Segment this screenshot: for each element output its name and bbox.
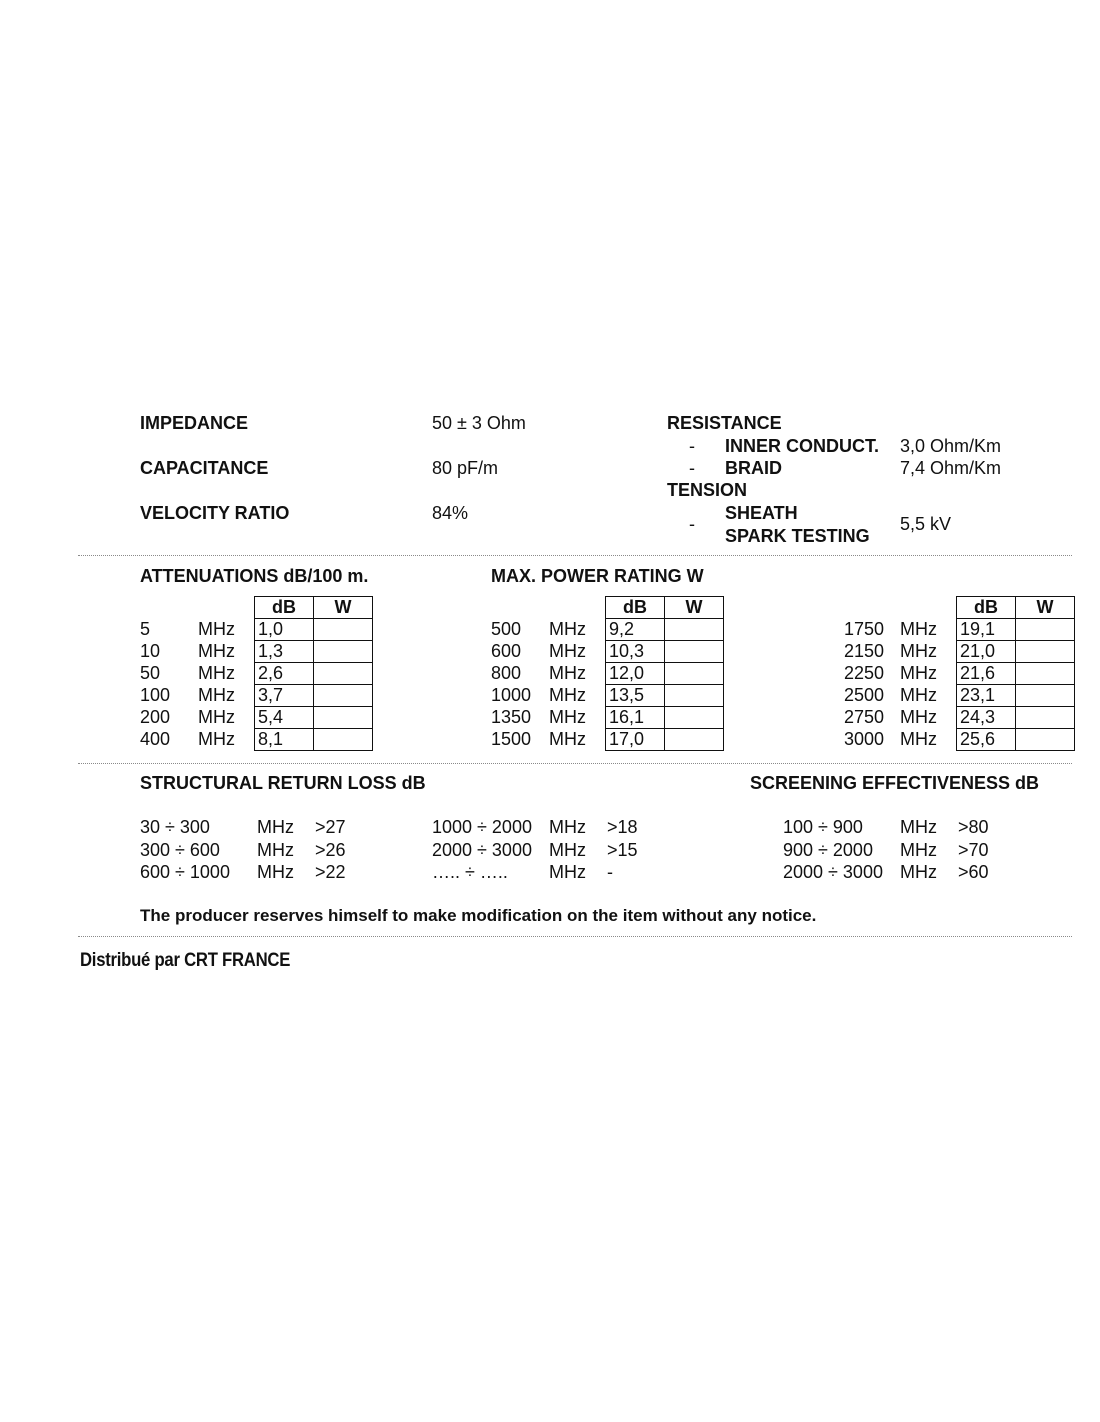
db-value-cell: 5,4 [255,707,314,729]
attenuation-table-1 [140,596,373,751]
frequency-cell: 2150 [843,641,884,661]
unit-cell: MHz [198,619,235,639]
frequency-range: 900 ÷ 2000 [783,839,873,860]
frequency-cell: 2750 [843,707,884,727]
attenuation-row [491,729,724,751]
attenuation-row [140,729,373,751]
spark-testing-value: 5,5 kV [900,514,952,534]
attenuation-row [140,707,373,729]
attenuation-row [491,619,724,641]
unit-cell: MHz [549,729,586,749]
attenuation-row [780,685,1075,707]
db-value-cell: 21,6 [957,663,1016,685]
unit-cell: MHz [900,641,937,661]
w-value-cell [314,707,373,729]
attenuation-header-row [140,597,373,619]
loss-value: >15 [607,839,638,860]
db-value-cell: 25,6 [957,729,1016,751]
frequency-range: 600 ÷ 1000 [140,862,230,882]
frequency-cell: 200 [140,707,171,727]
w-value-cell [1016,707,1075,729]
return-loss-row [432,861,638,884]
db-column-header: dB [255,597,314,619]
frequency-range: 2000 ÷ 3000 [783,862,883,882]
frequency-cell: 2250 [843,663,884,683]
distributor-note: Distribué par CRT FRANCE [80,950,291,971]
db-value-cell: 9,2 [606,619,665,641]
db-value-cell: 2,6 [255,663,314,685]
frequency-cell: 5 [140,619,151,639]
db-value-cell: 10,3 [606,641,665,663]
db-value-cell: 21,0 [957,641,1016,663]
divider-1 [78,555,1072,556]
unit-label: MHz [900,839,937,860]
db-column-header: dB [957,597,1016,619]
attenuation-row [140,663,373,685]
loss-value: >26 [315,839,346,860]
w-value-cell [665,685,724,707]
attenuation-table-3 [780,596,1075,751]
unit-cell: MHz [900,619,937,639]
w-value-cell [665,663,724,685]
inner-conductor-value: 3,0 Ohm/Km [900,436,1002,456]
unit-label: MHz [549,862,586,882]
unit-cell: MHz [198,641,235,661]
w-value-cell [314,663,373,685]
unit-label: MHz [257,839,294,860]
frequency-range: 100 ÷ 900 [783,817,863,837]
w-value-cell [1016,663,1075,685]
frequency-cell: 50 [140,663,161,683]
inner-conductor-label: INNER CONDUCT. [725,436,880,456]
frequency-cell: 500 [491,619,522,639]
divider-3 [78,936,1072,937]
unit-cell: MHz [198,707,235,727]
sheath-label: SHEATH [725,503,798,523]
return-loss-column-2 [432,816,638,884]
w-value-cell [665,641,724,663]
frequency-cell: 400 [140,729,171,749]
velocity-ratio-value: 84% [432,503,469,523]
frequency-cell: 600 [491,641,522,661]
db-value-cell: 1,0 [255,619,314,641]
w-column-header: W [314,597,373,619]
frequency-cell: 1350 [491,707,532,727]
db-value-cell: 16,1 [606,707,665,729]
attenuation-header-row [491,597,724,619]
return-loss-row [432,839,638,862]
attenuation-row [491,707,724,729]
w-column-header: W [665,597,724,619]
attenuation-row [780,707,1075,729]
attenuation-row [491,663,724,685]
attenuation-row [780,729,1075,751]
w-value-cell [1016,641,1075,663]
braid-label: BRAID [725,458,782,478]
db-value-cell: 13,5 [606,685,665,707]
loss-value: >60 [958,862,989,882]
db-value-cell: 12,0 [606,663,665,685]
frequency-range: 300 ÷ 600 [140,839,220,860]
unit-label: MHz [549,817,586,837]
unit-cell: MHz [549,641,586,661]
resistance-title: RESISTANCE [667,413,782,433]
capacitance-label: CAPACITANCE [140,458,269,478]
attenuation-table-2 [491,596,724,751]
return-loss-row [140,816,346,839]
frequency-cell: 10 [140,641,161,661]
unit-label: MHz [549,839,586,860]
w-column-header: W [1016,597,1075,619]
w-value-cell [314,729,373,751]
w-value-cell [1016,685,1075,707]
unit-cell: MHz [900,685,937,705]
w-value-cell [1016,619,1075,641]
unit-cell: MHz [198,685,235,705]
braid-value: 7,4 Ohm/Km [900,458,1002,478]
frequency-range: 2000 ÷ 3000 [432,839,532,860]
return-loss-row [140,839,346,862]
db-value-cell: 1,3 [255,641,314,663]
loss-value: - [607,862,613,882]
frequency-cell: 1750 [843,619,884,639]
return-loss-title: STRUCTURAL RETURN LOSS dB [140,773,426,793]
db-column-header: dB [606,597,665,619]
return-loss-row [432,816,638,839]
frequency-range: 1000 ÷ 2000 [432,817,532,837]
unit-cell: MHz [198,663,235,683]
return-loss-column-1 [140,816,346,884]
db-value-cell: 8,1 [255,729,314,751]
tension-dash: - [689,514,695,534]
frequency-range: 30 ÷ 300 [140,817,210,837]
unit-label: MHz [900,862,937,882]
tension-title: TENSION [667,480,748,500]
unit-cell: MHz [198,729,235,749]
frequency-cell: 2500 [843,685,884,705]
return-loss-row [140,861,346,884]
attenuation-title: ATTENUATIONS dB/100 m. [140,566,369,586]
db-value-cell: 3,7 [255,685,314,707]
frequency-cell: 100 [140,685,171,705]
attenuation-row [780,619,1075,641]
frequency-range: ….. ÷ ….. [432,862,508,882]
attenuation-row [140,641,373,663]
attenuation-header-row [780,597,1075,619]
return-loss-row [783,861,989,884]
w-value-cell [1016,729,1075,751]
w-value-cell [314,685,373,707]
power-rating-title: MAX. POWER RATING W [491,566,704,586]
w-value-cell [314,619,373,641]
unit-cell: MHz [900,729,937,749]
impedance-value: 50 ± 3 Ohm [432,413,526,433]
frequency-cell: 1500 [491,729,532,749]
unit-cell: MHz [549,685,586,705]
frequency-cell: 1000 [491,685,532,705]
velocity-ratio-label: VELOCITY RATIO [140,503,290,523]
resistance-dash-2: - [689,458,695,478]
db-value-cell: 17,0 [606,729,665,751]
frequency-cell: 800 [491,663,522,683]
attenuation-row [491,685,724,707]
spark-testing-label: SPARK TESTING [725,526,870,546]
frequency-cell: 3000 [843,729,884,749]
attenuation-row [780,663,1075,685]
unit-label: MHz [900,817,937,837]
unit-cell: MHz [549,619,586,639]
divider-2 [78,763,1072,764]
capacitance-value: 80 pF/m [432,458,499,478]
attenuation-row [140,685,373,707]
return-loss-row [783,839,989,862]
unit-cell: MHz [549,707,586,727]
unit-label: MHz [257,862,294,882]
w-value-cell [665,707,724,729]
loss-value: >27 [315,817,346,837]
db-value-cell: 23,1 [957,685,1016,707]
unit-label: MHz [257,817,294,837]
loss-value: >80 [958,817,989,837]
resistance-dash-1: - [689,436,695,456]
screening-column [783,816,989,884]
w-value-cell [314,641,373,663]
attenuation-row [780,641,1075,663]
w-value-cell [665,619,724,641]
loss-value: >70 [958,839,989,860]
unit-cell: MHz [549,663,586,683]
db-value-cell: 24,3 [957,707,1016,729]
w-value-cell [665,729,724,751]
unit-cell: MHz [900,663,937,683]
attenuation-row [491,641,724,663]
producer-notice: The producer reserves himself to make modification on the item without any notice. [140,906,817,925]
attenuation-row [140,619,373,641]
screening-title: SCREENING EFFECTIVENESS dB [750,773,1040,793]
loss-value: >18 [607,817,638,837]
db-value-cell: 19,1 [957,619,1016,641]
loss-value: >22 [315,862,346,882]
return-loss-row [783,816,989,839]
unit-cell: MHz [900,707,937,727]
impedance-label: IMPEDANCE [140,413,249,433]
